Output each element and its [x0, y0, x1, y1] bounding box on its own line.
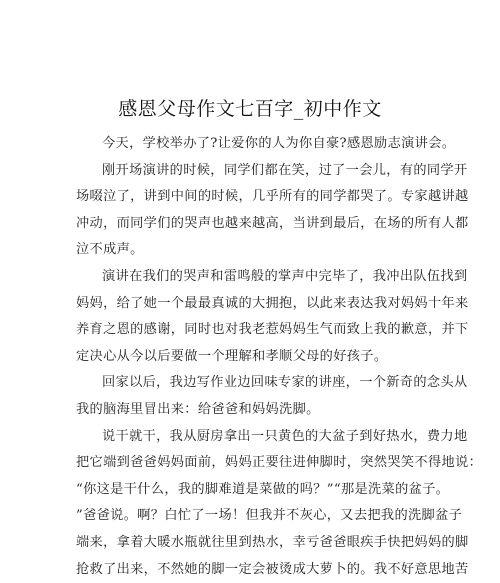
document-title: 感恩父母作文七百字_初中作文: [0, 94, 500, 121]
text-line: 今天，学校举办了?让爱你的人为你自豪?感恩励志演讲会。: [76, 131, 424, 158]
text-line: 定决心从今以后要做一个理解和孝顺父母的好孩子。: [76, 344, 424, 371]
text-line: 妈妈，给了她一个最最真诚的大拥抱，以此来表达我对妈妈十年来: [76, 291, 424, 318]
text-line: 我的脑海里冒出来：给爸爸和妈妈洗脚。: [76, 397, 424, 424]
text-line: 回家以后，我边写作业边回味专家的讲座，一个新奇的念头从: [76, 370, 424, 397]
text-line: 场啜泣了，讲到中间的时候，几乎所有的同学都哭了。专家越讲越: [76, 184, 424, 211]
text-line: 把它端到爸爸妈妈面前，妈妈正要往进伸脚时，突然哭笑不得地说：: [76, 450, 424, 477]
text-line: “你这是干什么，我的脚难道是菜做的吗？”“那是洗菜的盆子。: [76, 477, 424, 504]
text-line: ”爸爸说。啊？白忙了一场！但我并不灰心，又去把我的洗脚盆子: [76, 503, 424, 530]
text-line: 演讲在我们的哭声和雷鸣般的掌声中完毕了，我冲出队伍找到: [76, 264, 424, 291]
text-line: 端来，拿着大暖水瓶就往里到热水，幸亏爸爸眼疾手快把妈妈的脚: [76, 530, 424, 557]
text-line: 刚开场演讲的时候，同学们都在笑，过了一会儿，有的同学开: [76, 158, 424, 185]
text-line: 抢救了出来，不然她的脚一定会被烫成大萝卜的。我不好意思地苦: [76, 557, 424, 583]
text-line: 冲动，而同学们的哭声也越来越高，当讲到最后，在场的所有人都: [76, 211, 424, 238]
document-body: [76, 131, 424, 583]
text-line: 说干就干，我从厨房拿出一只黄色的大盆子到好热水，费力地: [76, 424, 424, 451]
text-line: 泣不成声。: [76, 237, 424, 264]
text-line: 养育之恩的感谢，同时也对我老惹妈妈生气而致上我的歉意，并下: [76, 317, 424, 344]
